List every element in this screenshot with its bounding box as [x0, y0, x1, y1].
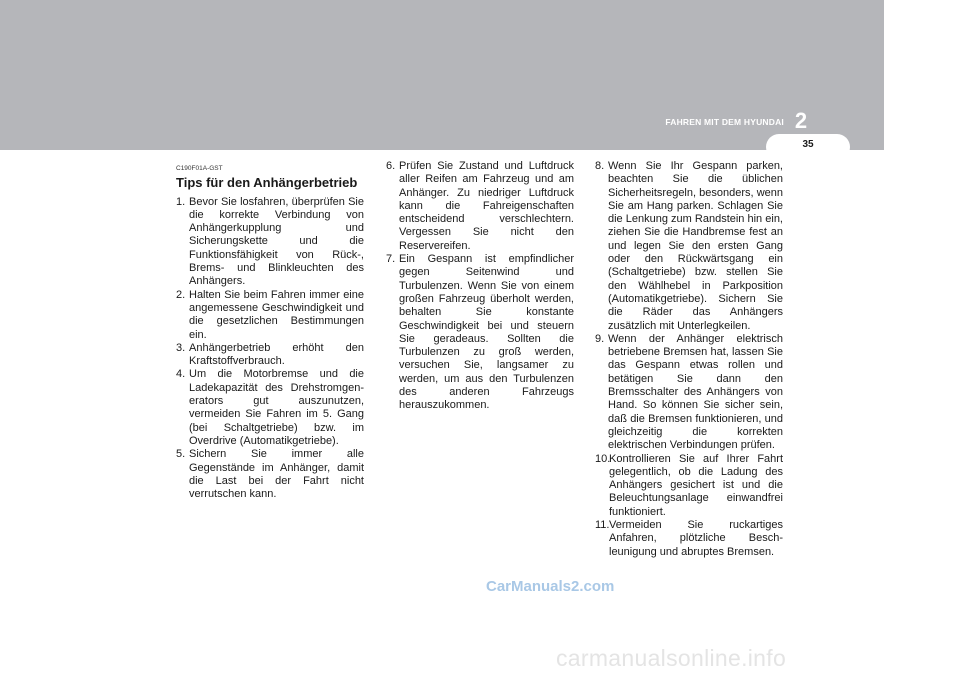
- section-code: C190F01A-GST: [176, 165, 223, 172]
- list-item-text: Wenn Sie Ihr Gespann parken, beachten Sie die üblichen Sicherheitsregeln, besonders, wenn Sie am Hang parken. Schlagen Sie die Lenkung zum Randstein hin ein, ziehen Sie die Handbremse fest an und legen Sie den ersten Gang oder den Rückwärtsgang ein (Schaltgetriebe) bzw. stellen Sie den Wählhebel in Parkposition (Automatikgetriebe). Sichern Sie die Räder das Anhängers zusätzlich mit Unterlegkeilen.: [608, 160, 783, 332]
- chapter-title: FAHREN MIT DEM HYUNDAI: [665, 117, 784, 127]
- list-item: [176, 368, 364, 448]
- list-item: [386, 160, 574, 253]
- list-item-number: 8.: [595, 160, 605, 172]
- list-item-number: 6.: [386, 160, 396, 172]
- list-item-number: 11.: [595, 519, 610, 532]
- footer-link[interactable]: carmanualsonline.info: [556, 645, 787, 671]
- chapter-number: 2: [794, 108, 808, 133]
- list-item-number: 9.: [595, 332, 605, 345]
- list-item: [176, 448, 364, 501]
- list-item-number: 3.: [176, 341, 186, 354]
- list-item-text: Kontrollieren Sie auf Ihrer Fahrt gelegentlich, ob die Ladung des Anhängers gesichert ist und die Beleuchtungsanlage einwandfrei funktioniert.: [609, 452, 783, 518]
- list-item-text: Prüfen Sie Zustand und Luftdruck aller Reifen am Fahrzeug und am Anhänger. Zu niedriger Luftdruck kann die Fahreigenschaften entscheidend verschlechtern. Vergessen Sie nicht den Reservereifen.: [399, 160, 574, 252]
- column-3: [595, 160, 783, 559]
- list-item-text: Wenn der Anhänger elektrisch betriebene Bremsen hat, lassen Sie das Gespann etwas rollen und betätigen Sie dann den Bremsschalter des Anhängers von Hand. So können Sie sicher sein, daß die Bremsen funktionieren, und gleichzeitig die korrekten elektrischen Verbindungen prüfen.: [608, 332, 783, 452]
- watermark-link[interactable]: CarManuals2.com: [486, 578, 615, 595]
- tips-list-part-3: [595, 160, 783, 559]
- list-item-text: Um die Motorbremse und die Ladekapazität des Drehstromgen-erators gut auszunutzen, vermeiden Sie Fahren im 5. Gang (bei Schaltgetriebe) bzw. im Overdrive (Automatikgetriebe).: [189, 368, 364, 447]
- list-item-number: 1.: [176, 195, 186, 208]
- list-item-text: Vermeiden Sie ruckartiges Anfahren, plötzliche Besch-leunigung und abruptes Bremsen.: [609, 519, 783, 558]
- list-item-number: 4.: [176, 368, 186, 381]
- list-item-text: Ein Gespann ist empfindlicher gegen Seitenwind und Turbulenzen. Wenn Sie von einem großen Fahrzeug überholt werden, behalten Sie konstante Geschwindigkeit bei und steuern Sie geradeaus. Sollten die Turbulenzen zu groß werden, versuchen Sie, langsamer zu werden, um aus den Turbulenzen des anderen Fahrzeugs herauszukommen.: [399, 253, 574, 412]
- footer-strip: [0, 640, 960, 678]
- section-title: Tips für den Anhängerbetrieb: [176, 175, 358, 191]
- list-item-number: 5.: [176, 448, 186, 461]
- list-item: [595, 453, 783, 519]
- list-item-number: 2.: [176, 288, 186, 301]
- column-2: [386, 160, 574, 413]
- tips-list-part-2: [386, 160, 574, 413]
- tips-list-part-1: [176, 196, 364, 502]
- list-item-number: 7.: [386, 253, 396, 266]
- column-1: [176, 162, 364, 501]
- list-item-text: Halten Sie beim Fahren immer eine angemessene Geschwindigkeit und die gesetzlichen Bestimmungen ein.: [189, 288, 364, 341]
- header-band: [0, 0, 884, 150]
- list-item-text: Anhängerbetrieb erhöht den Kraftstoffverbrauch.: [189, 341, 364, 368]
- list-item: [176, 342, 364, 369]
- list-item-number: 10.: [595, 452, 611, 465]
- page-number: 35: [802, 139, 814, 150]
- list-item-text: Bevor Sie losfahren, überprüfen Sie die korrekte Verbindung von Anhängerkupplung und Sicherungskette und die Funktionsfähigkeit von Rück-, Brems- und Blinkleuchten des Anhängers.: [189, 195, 364, 288]
- list-item-text: Sichern Sie immer alle Gegenstände im Anhänger, damit die Last bei der Fahrt nicht verrutschen kann.: [189, 448, 364, 501]
- list-item: [595, 519, 783, 559]
- list-item: [595, 160, 783, 333]
- list-item: [386, 253, 574, 413]
- list-item: [595, 333, 783, 453]
- list-item: [176, 289, 364, 342]
- list-item: [176, 196, 364, 289]
